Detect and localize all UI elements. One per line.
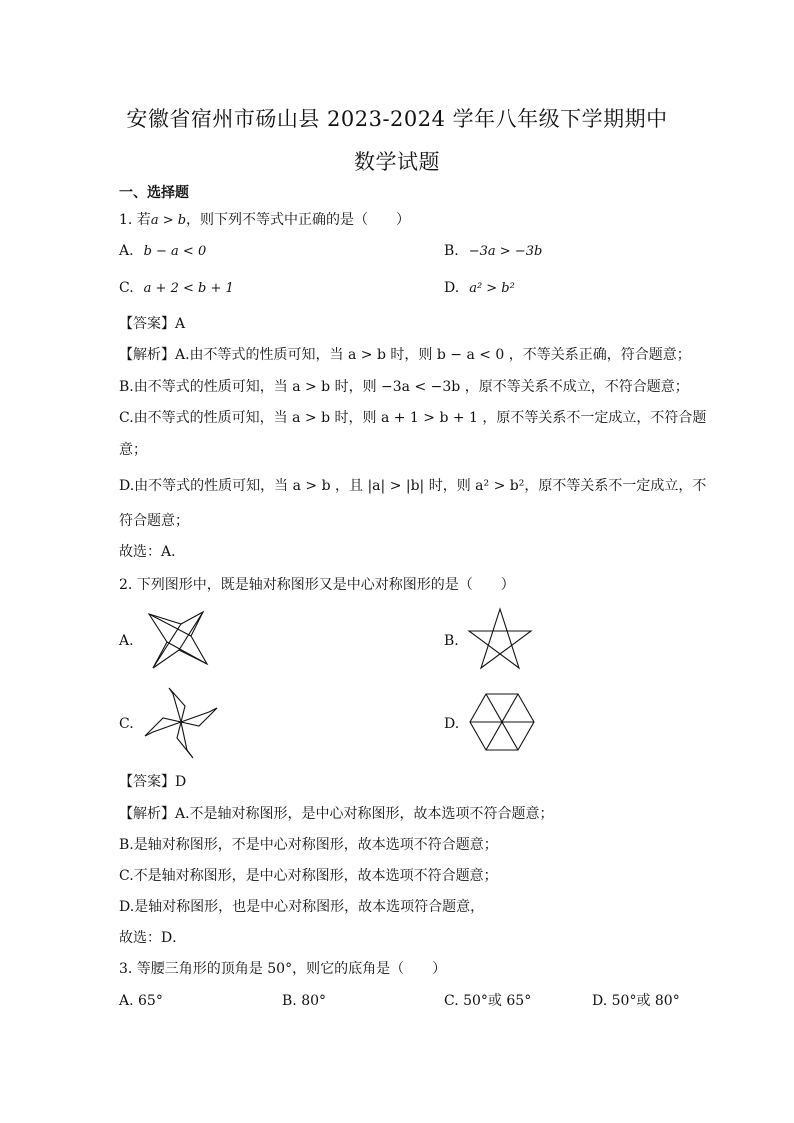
pinwheel-star-figure: [143, 608, 213, 672]
q2-option-d-label: D.: [444, 716, 460, 732]
pinwheel-figure: [143, 686, 219, 760]
q1-answer: 【答案】A: [119, 316, 186, 332]
hexagon-figure: [468, 691, 536, 753]
q2-option-a-label: A.: [119, 633, 134, 649]
q3-option-d: D. 50°或 80°: [592, 993, 680, 1009]
q1-option-d: D. a² > b²: [444, 280, 515, 296]
q1-option-a: A. b − a < 0: [119, 243, 207, 259]
q3-option-b: B. 80°: [282, 993, 327, 1009]
q3-option-c: C. 50°或 65°: [444, 993, 532, 1009]
q2-analysis-line: C.不是轴对称图形，是中心对称图形，故本选项不符合题意；: [119, 868, 498, 884]
q1-analysis-line: D.由不等式的性质可知，当 a > b ，且 |a| > |b| 时，则 a² > b²，原不等关系不一定成立，不: [119, 478, 707, 494]
q1-analysis-line: 故选：A．: [119, 544, 186, 560]
q2-option-c-label: C.: [119, 716, 134, 732]
q1-analysis-line: C.由不等式的性质可知，当 a > b 时，则 a + 1 > b + 1 ，原不等关系不一定成立，不符合题: [119, 410, 707, 426]
q2-answer: 【答案】D: [119, 774, 187, 790]
exam-subtitle: 数学试题: [354, 150, 440, 174]
q2-option-b-label: B.: [444, 633, 459, 649]
q3-stem: 3. 等腰三角形的顶角是 50°，则它的底角是（ ）: [119, 961, 447, 977]
q2-analysis-line: 故选：D．: [119, 930, 187, 946]
q2-analysis-line: D.是轴对称图形，也是中心对称图形，故本选项符合题意，: [119, 899, 485, 915]
q1-stem: 1. 若a > b，则下列不等式中正确的是（ ）: [119, 212, 411, 228]
q2-stem: 2. 下列图形中，既是轴对称图形又是中心对称图形的是（ ）: [119, 577, 515, 593]
q1-analysis-line: B.由不等式的性质可知，当 a > b 时，则 −3a < −3b ，原不等关系不成立，不符合题意；: [119, 379, 689, 395]
section-heading: 一、选择题: [119, 185, 189, 201]
q2-analysis-line: B.是轴对称图形，不是中心对称图形，故本选项不符合题意；: [119, 837, 498, 853]
q1-analysis-line: 意；: [119, 442, 147, 458]
q1-analysis-line: 符合题意；: [119, 513, 189, 529]
q1-option-c: C. a + 2 < b + 1: [119, 280, 234, 296]
q1-analysis-line: 【解析】A.由不等式的性质可知，当 a > b 时，则 b − a < 0 ，不等关系正确，符合题意；: [119, 347, 691, 363]
five-point-star-figure: [466, 606, 534, 672]
q1-option-b: B. −3a > −3b: [444, 243, 543, 259]
exam-title: 安徽省宿州市砀山县 2023-2024 学年八年级下学期期中: [126, 107, 668, 131]
q3-option-a: A. 65°: [119, 993, 163, 1009]
q2-analysis-line: 【解析】A.不是轴对称图形，是中心对称图形，故本选项不符合题意；: [119, 806, 554, 822]
